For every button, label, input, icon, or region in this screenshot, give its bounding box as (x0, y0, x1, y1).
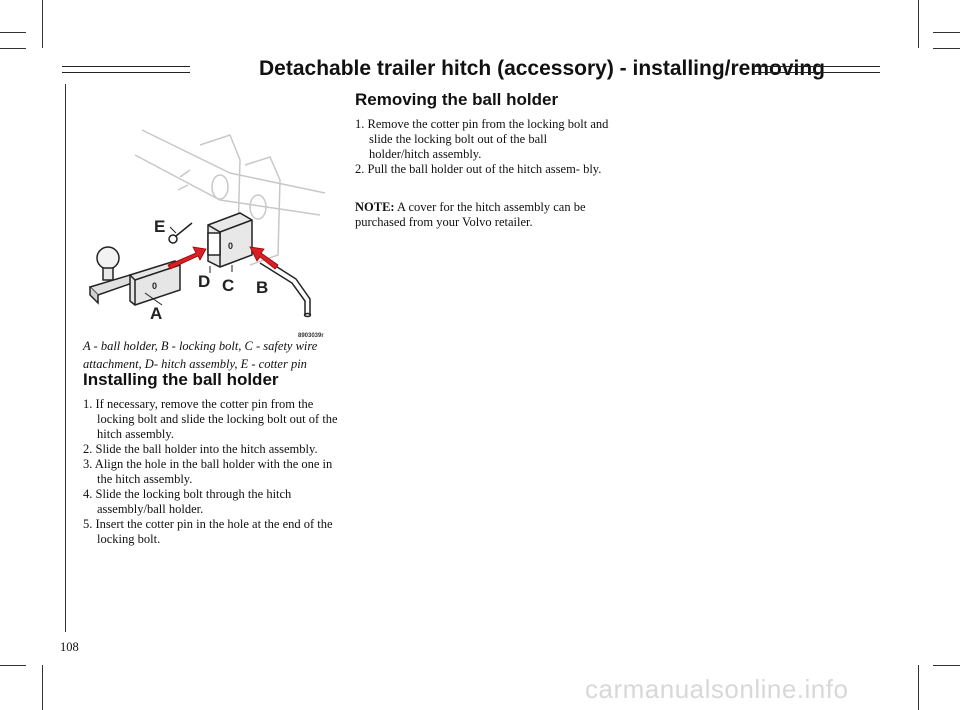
list-item: 3. Align the hole in the ball holder with the one in the hitch assembly. (83, 457, 333, 486)
note (355, 200, 610, 230)
note-text: A cover for the hitch assembly can be purchased from your Volvo retailer. (355, 200, 586, 229)
figure-caption: A - ball holder, B - locking bolt, C - safety wire attachment, D- hitch assembly, E - cotter pin (83, 339, 318, 371)
removing-heading: Removing the ball holder (355, 90, 559, 109)
installing-heading: Installing the ball holder (83, 370, 279, 389)
margin-rule (65, 84, 66, 632)
removing-steps (355, 117, 610, 177)
label-c: C (222, 276, 235, 295)
crop-mark (918, 0, 919, 48)
insert-arrow-left (168, 247, 206, 269)
list-item: 1. Remove the cotter pin from the locking bolt and slide the locking bolt out of the ball holder/hitch assembly. (355, 117, 609, 161)
trailer-hitch-illustration (80, 115, 345, 340)
crop-mark (918, 665, 919, 710)
title-rule-right (754, 66, 880, 73)
ball-holder (90, 247, 180, 305)
installing-steps (83, 397, 348, 547)
crop-mark (933, 32, 960, 33)
label-b: B (256, 278, 269, 297)
note-label: NOTE: (355, 200, 395, 214)
crop-mark (933, 48, 960, 49)
cotter-pin (169, 223, 192, 243)
watermark: carmanualsonline.info (585, 674, 849, 704)
page-header (62, 55, 880, 83)
list-item: 5. Insert the cotter pin in the hole at the end of the locking bolt. (83, 517, 333, 546)
title-rule-left (62, 66, 190, 73)
crop-mark (42, 665, 43, 710)
label-d: D (198, 272, 211, 291)
crop-mark (42, 0, 43, 48)
crop-mark (0, 48, 26, 49)
list-item: 4. Slide the locking bolt through the hitch assembly/ball holder. (83, 487, 292, 516)
page-title: Detachable trailer hitch (accessory) - installing/removing (259, 57, 826, 80)
list-item: 2. Pull the ball holder out of the hitch assem- bly. (355, 162, 602, 176)
label-e: E (154, 217, 166, 236)
label-a: A (150, 304, 163, 323)
hitch-assembly (208, 213, 252, 267)
svg-text:0: 0 (152, 281, 158, 291)
svg-text:0: 0 (228, 241, 234, 251)
crop-mark (0, 32, 26, 33)
list-item: 1. If necessary, remove the cotter pin from the locking bolt and slide the locking bolt out of the hitch assembly. (83, 397, 338, 441)
list-item: 2. Slide the ball holder into the hitch assembly. (83, 442, 318, 456)
crop-mark (0, 665, 26, 666)
page-number: 108 (60, 640, 79, 654)
figure-code: 8903039r (298, 333, 324, 339)
crop-mark (933, 665, 960, 666)
